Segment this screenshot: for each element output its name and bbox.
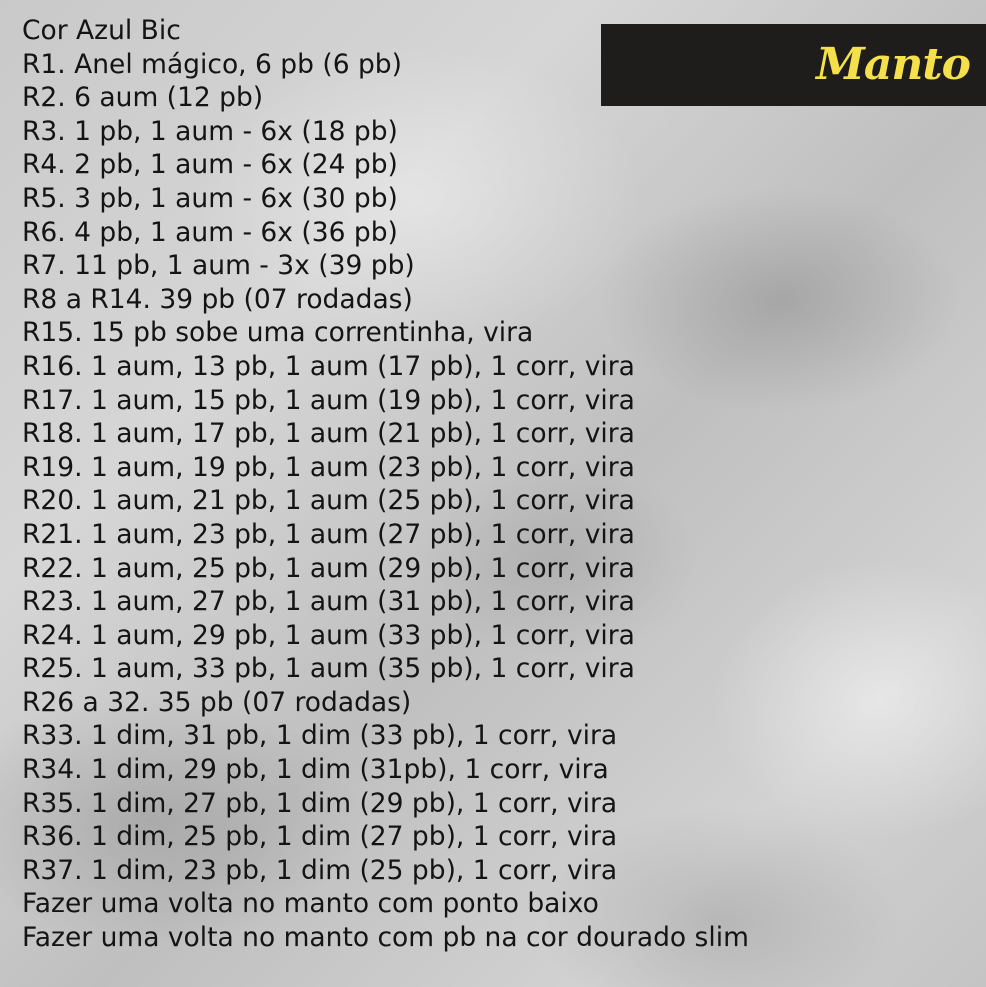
instruction-line: Fazer uma volta no manto com ponto baixo [22,888,599,920]
instruction-line: R3. 1 pb, 1 aum - 6x (18 pb) [22,115,398,147]
instruction-line: R35. 1 dim, 27 pb, 1 dim (29 pb), 1 corr, vira [22,787,618,819]
instruction-line: R6. 4 pb, 1 aum - 6x (36 pb) [22,216,398,248]
instruction-line: R23. 1 aum, 27 pb, 1 aum (31 pb), 1 corr, vira [22,586,635,618]
instruction-line: R22. 1 aum, 25 pb, 1 aum (29 pb), 1 corr, vira [22,552,635,584]
instruction-line: R36. 1 dim, 25 pb, 1 dim (27 pb), 1 corr, vira [22,821,618,853]
instruction-line: Cor Azul Bic [22,15,181,46]
instruction-line: R33. 1 dim, 31 pb, 1 dim (33 pb), 1 corr, vira [22,720,618,752]
instruction-line: R24. 1 aum, 29 pb, 1 aum (33 pb), 1 corr, vira [22,619,635,651]
instruction-line: R18. 1 aum, 17 pb, 1 aum (21 pb), 1 corr, vira [22,418,635,450]
instruction-line: R17. 1 aum, 15 pb, 1 aum (19 pb), 1 corr, vira [22,384,635,416]
instruction-line: Fazer uma volta no manto com pb na cor dourado slim [22,922,749,954]
instruction-line: R21. 1 aum, 23 pb, 1 aum (27 pb), 1 corr, vira [22,518,635,550]
instruction-line: R15. 15 pb sobe uma correntinha, vira [22,317,534,349]
instruction-line: R5. 3 pb, 1 aum - 6x (30 pb) [22,182,398,214]
pattern-instructions [22,14,749,955]
instruction-line: R19. 1 aum, 19 pb, 1 aum (23 pb), 1 corr, vira [22,451,635,483]
instruction-line: R20. 1 aum, 21 pb, 1 aum (25 pb), 1 corr, vira [22,485,635,517]
instruction-line: R16. 1 aum, 13 pb, 1 aum (17 pb), 1 corr, vira [22,350,635,382]
instruction-line: R26 a 32. 35 pb (07 rodadas) [22,686,412,718]
instruction-line: R25. 1 aum, 33 pb, 1 aum (35 pb), 1 corr, vira [22,653,635,685]
instruction-line: R34. 1 dim, 29 pb, 1 dim (31pb), 1 corr, vira [22,754,609,786]
page-title: Manto [816,39,970,90]
instruction-line: R7. 11 pb, 1 aum - 3x (39 pb) [22,250,415,282]
instruction-line: R2. 6 aum (12 pb) [22,82,264,114]
instruction-line: R1. Anel mágico, 6 pb (6 pb) [22,48,402,80]
instruction-line: R8 a R14. 39 pb (07 rodadas) [22,283,413,315]
instruction-line: R37. 1 dim, 23 pb, 1 dim (25 pb), 1 corr, vira [22,854,618,886]
instruction-line: R4. 2 pb, 1 aum - 6x (24 pb) [22,149,398,181]
